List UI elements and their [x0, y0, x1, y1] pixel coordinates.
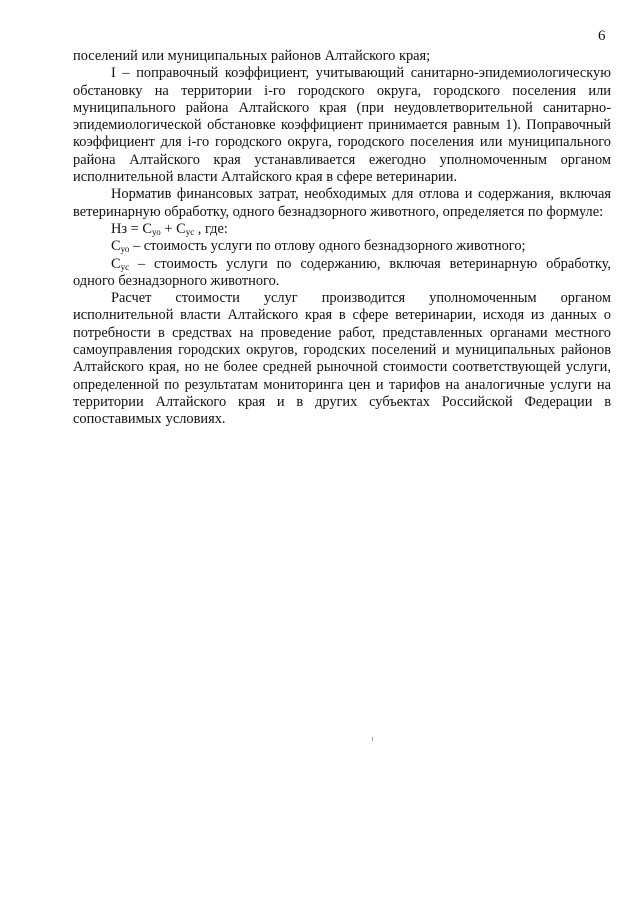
formula-term-2-subscript: ус [185, 226, 195, 237]
formula-plus: + [160, 220, 177, 237]
paragraph-continuation: поселений или муниципальных районов Алтайского края; [73, 48, 431, 64]
definition-1-subscript: уо [120, 244, 130, 255]
formula [73, 221, 611, 238]
formula-term-2: С [176, 220, 186, 237]
definition-capture-cost [73, 238, 611, 255]
page-number: 6 [598, 28, 606, 44]
definition-2-subscript: ус [120, 261, 130, 272]
paragraph-coefficient-definition: I – поправочный коэффициент, учитывающий санитарно-эпидемиологическую обстановку на территории i-го городского округа, городского поселения или муниципального района Алтайского края (при неудовлетворительной санитарно-эпидемиологической обстановке коэффициент принимается равным 1). Поправочный коэффициент для i-го городского округа, городского поселения или муниципального района Алтайского края устанавливается ежегодно уполномоченным органом исполнительной власти Алтайского края в сфере ветеринарии. [73, 65, 611, 186]
formula-term-1: С [142, 220, 152, 237]
formula-term-1-subscript: уо [152, 226, 161, 237]
definition-keeping-cost [73, 256, 611, 291]
definition-1-text: – стоимость услуги по отлову одного безнадзорного животного; [129, 238, 526, 255]
formula-tail: , где: [194, 220, 228, 237]
paragraph-norm-intro: Норматив финансовых затрат, необходимых для отлова и содержания, включая ветеринарную обработку, одного безнадзорного животного, определяется по формуле: [73, 186, 611, 220]
formula-equals: = [127, 220, 143, 237]
scan-mark [372, 737, 373, 741]
definition-2-symbol: С [111, 255, 121, 272]
formula-lhs: Нз [111, 220, 128, 237]
definition-2-text: – стоимость услуги по содержанию, включая ветеринарную обработку, одного безнадзорного животного. [73, 255, 611, 289]
paragraph-cost-calculation: Расчет стоимости услуг производится уполномоченным органом исполнительной власти Алтайского края в сфере ветеринарии, исходя из данных о потребности в средствах на проведение работ, представленных органами местного самоуправления городских округов, городских поселений и муниципальных районов Алтайского края, но не более средней рыночной стоимости соответствующей услуги, определенной по результатам мониторинга цен и тарифов на аналогичные услуги на территории Алтайского края и в других субъектах Российской Федерации в сопоставимых условиях. [73, 290, 611, 428]
document-body [73, 48, 611, 429]
definition-1-symbol: С [111, 238, 121, 255]
